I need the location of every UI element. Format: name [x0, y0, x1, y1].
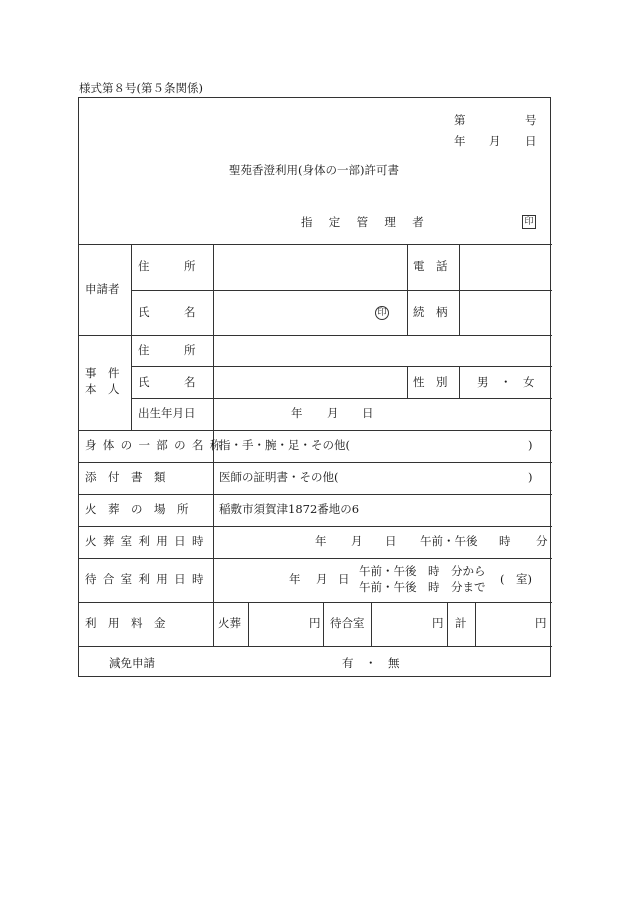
subject-sex-options[interactable]: 男 ・ 女: [477, 375, 535, 389]
subject-group-label-line2: 本 人: [85, 382, 120, 396]
attachments-close: ): [528, 470, 533, 484]
applicant-relation-label: 続 柄: [413, 305, 448, 319]
permit-number-prefix: 第: [454, 113, 466, 127]
exemption-label: 減免申請: [109, 656, 155, 670]
document-title: 聖苑香澄利用(身体の一部)許可書: [229, 163, 399, 177]
fee-waiting-label: 待合室: [330, 616, 365, 630]
fee-label: 利 用 料 金: [85, 616, 166, 630]
subject-name-label: 氏 名: [138, 375, 196, 389]
subject-dob-label: 出生年月日: [138, 406, 196, 420]
cremation-day: 日: [385, 534, 397, 548]
header-date-month: 月: [489, 134, 501, 148]
waiting-room-datetime-label: 待合室利用日時: [85, 572, 210, 586]
body-part-close: ): [528, 438, 533, 452]
waiting-room-number[interactable]: ( 室): [500, 572, 532, 586]
cremation-ampm[interactable]: 午前・午後: [420, 534, 478, 548]
fee-cremation-unit: 円: [309, 616, 321, 630]
subject-sex-label: 性 別: [413, 375, 448, 389]
dob-day: 日: [362, 406, 374, 420]
cremation-room-datetime-label: 火葬室利用日時: [85, 534, 210, 548]
attachments-label: 添 付 書 類: [85, 470, 166, 484]
waiting-month: 月: [316, 572, 328, 586]
applicant-address-label: 住 所: [138, 259, 196, 273]
fee-total-unit: 円: [535, 616, 547, 630]
cremation-month: 月: [351, 534, 363, 548]
subject-address-label: 住 所: [138, 343, 196, 357]
fee-total-label: 計: [455, 616, 467, 630]
exemption-options[interactable]: 有 ・ 無: [342, 656, 400, 670]
dob-month: 月: [327, 406, 339, 420]
waiting-to-time[interactable]: 午前・午後 時 分まで: [359, 580, 486, 594]
attachments-options[interactable]: 医師の証明書・その他(: [219, 470, 339, 484]
fee-waiting-unit: 円: [432, 616, 444, 630]
body-part-label: 身体の一部の名称: [85, 438, 228, 452]
applicant-name-label: 氏 名: [138, 305, 196, 319]
applicant-phone-field[interactable]: [460, 245, 551, 289]
applicant-address-field[interactable]: [214, 245, 406, 289]
body-part-options[interactable]: 指・手・腕・足・その他(: [219, 438, 350, 452]
header-date-day: 日: [525, 134, 537, 148]
permit-form: [78, 97, 551, 677]
subject-name-field[interactable]: [214, 367, 406, 397]
manager-seal-icon: 印: [522, 215, 536, 229]
applicant-relation-field[interactable]: [460, 291, 551, 334]
fee-cremation-label: 火葬: [218, 616, 241, 630]
designated-manager-label: 指 定 管 理 者: [301, 215, 431, 229]
form-number-label: 様式第８号(第５条関係): [79, 81, 203, 95]
subject-group-label-line1: 事 件: [85, 366, 120, 380]
dob-year: 年: [291, 406, 303, 420]
subject-address-field[interactable]: [214, 336, 551, 365]
waiting-day: 日: [338, 572, 350, 586]
cremation-year: 年: [315, 534, 327, 548]
waiting-year: 年: [289, 572, 301, 586]
applicant-phone-label: 電 話: [413, 259, 448, 273]
cremation-minute: 分: [536, 534, 548, 548]
header-date-year: 年: [454, 134, 466, 148]
applicant-group-label: 申請者: [85, 282, 120, 296]
applicant-seal-icon: 印: [375, 306, 389, 320]
cremation-hour: 時: [499, 534, 511, 548]
permit-number-suffix: 号: [525, 113, 537, 127]
cremation-place-label: 火 葬 の 場 所: [85, 502, 189, 516]
waiting-from-time[interactable]: 午前・午後 時 分から: [359, 564, 486, 578]
cremation-place-value: 稲敷市須賀津1872番地の6: [219, 502, 360, 516]
